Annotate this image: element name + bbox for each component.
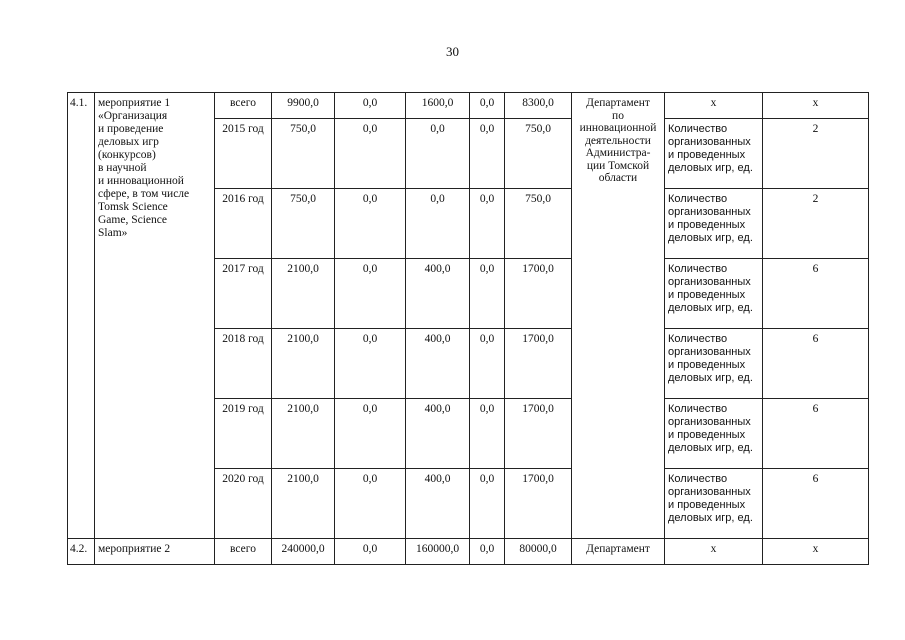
indicator-cell: Количество организованных и проведенных деловых игр, ед. <box>665 329 763 399</box>
value-other: 1700,0 <box>505 329 572 399</box>
indicator-cell: Количество организованных и проведенных деловых игр, ед. <box>665 469 763 539</box>
indicator-cell: х <box>665 93 763 119</box>
value-local: 0,0 <box>470 539 505 565</box>
value-local: 0,0 <box>470 93 505 119</box>
value-total: 2100,0 <box>272 259 335 329</box>
value-federal: 0,0 <box>335 119 406 189</box>
value-total: 750,0 <box>272 189 335 259</box>
indicator-cell: х <box>665 539 763 565</box>
value-local: 0,0 <box>470 189 505 259</box>
item-name: мероприятие 1 «Организация и проведение деловых игр (конкурсов) в научной и инновационной сфере, в том числе Tomsk Science Game, Science Slam» <box>95 93 215 539</box>
value-total: 2100,0 <box>272 399 335 469</box>
value-regional: 160000,0 <box>406 539 470 565</box>
value-total: 240000,0 <box>272 539 335 565</box>
value-total: 750,0 <box>272 119 335 189</box>
value-regional: 400,0 <box>406 399 470 469</box>
value-local: 0,0 <box>470 469 505 539</box>
value-total: 2100,0 <box>272 329 335 399</box>
value-local: 0,0 <box>470 399 505 469</box>
value-regional: 1600,0 <box>406 93 470 119</box>
item-number: 4.2. <box>68 539 95 565</box>
item-name: мероприятие 2 <box>95 539 215 565</box>
target-cell: х <box>763 93 869 119</box>
value-other: 750,0 <box>505 119 572 189</box>
value-other: 80000,0 <box>505 539 572 565</box>
value-federal: 0,0 <box>335 539 406 565</box>
target-cell: 6 <box>763 469 869 539</box>
target-cell: 6 <box>763 259 869 329</box>
department-cell: Департамент <box>572 539 665 565</box>
value-other: 1700,0 <box>505 399 572 469</box>
value-total: 9900,0 <box>272 93 335 119</box>
value-other: 1700,0 <box>505 259 572 329</box>
period-cell: 2015 год <box>215 119 272 189</box>
period-cell: 2018 год <box>215 329 272 399</box>
program-table <box>67 92 869 565</box>
value-local: 0,0 <box>470 259 505 329</box>
value-other: 8300,0 <box>505 93 572 119</box>
indicator-cell: Количество организованных и проведенных деловых игр, ед. <box>665 189 763 259</box>
period-cell: всего <box>215 93 272 119</box>
period-cell: 2019 год <box>215 399 272 469</box>
value-local: 0,0 <box>470 329 505 399</box>
department-cell: Департамент по инновационной деятельности Администра- ции Томской области <box>572 93 665 539</box>
indicator-cell: Количество организованных и проведенных деловых игр, ед. <box>665 259 763 329</box>
table-row <box>68 93 869 119</box>
target-cell: 6 <box>763 399 869 469</box>
value-federal: 0,0 <box>335 93 406 119</box>
period-cell: 2020 год <box>215 469 272 539</box>
item-number: 4.1. <box>68 93 95 539</box>
period-cell: 2016 год <box>215 189 272 259</box>
value-federal: 0,0 <box>335 259 406 329</box>
period-cell: всего <box>215 539 272 565</box>
value-regional: 400,0 <box>406 259 470 329</box>
value-federal: 0,0 <box>335 469 406 539</box>
target-cell: 2 <box>763 189 869 259</box>
period-cell: 2017 год <box>215 259 272 329</box>
value-federal: 0,0 <box>335 189 406 259</box>
value-regional: 400,0 <box>406 469 470 539</box>
value-federal: 0,0 <box>335 399 406 469</box>
target-cell: 2 <box>763 119 869 189</box>
indicator-cell: Количество организованных и проведенных деловых игр, ед. <box>665 119 763 189</box>
value-other: 750,0 <box>505 189 572 259</box>
page-number: 30 <box>446 44 459 59</box>
value-other: 1700,0 <box>505 469 572 539</box>
value-total: 2100,0 <box>272 469 335 539</box>
target-cell: х <box>763 539 869 565</box>
value-regional: 0,0 <box>406 119 470 189</box>
target-cell: 6 <box>763 329 869 399</box>
value-local: 0,0 <box>470 119 505 189</box>
indicator-cell: Количество организованных и проведенных деловых игр, ед. <box>665 399 763 469</box>
value-regional: 400,0 <box>406 329 470 399</box>
table-row <box>68 539 869 565</box>
value-federal: 0,0 <box>335 329 406 399</box>
value-regional: 0,0 <box>406 189 470 259</box>
